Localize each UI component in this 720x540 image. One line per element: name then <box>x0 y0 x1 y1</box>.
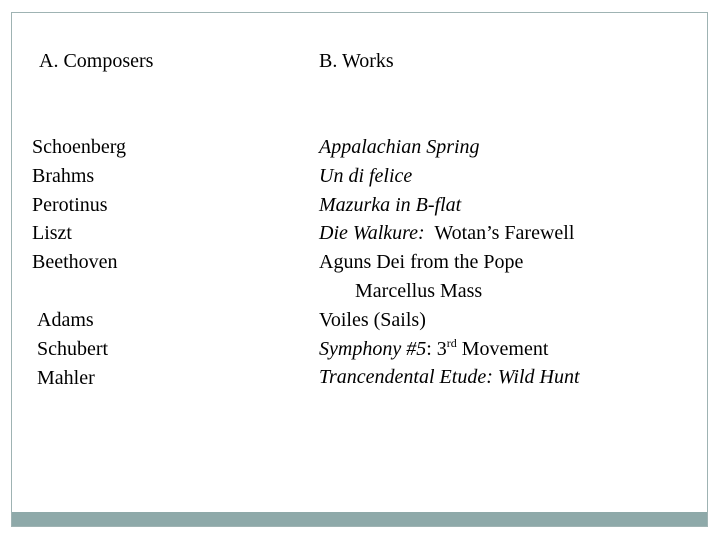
composer-item: Liszt <box>32 222 72 245</box>
work-item: Mazurka in B-flat <box>319 193 462 216</box>
work-item: Un di felice <box>319 164 413 187</box>
composer-item: Brahms <box>32 164 95 187</box>
work-item: Voiles (Sails) <box>319 308 426 331</box>
work-item: Appalachian Spring <box>319 136 480 158</box>
works-list <box>319 133 580 392</box>
composer-item: Mahler <box>37 366 95 389</box>
composer-item: Perotinus <box>32 193 108 216</box>
composer-item: Beethoven <box>32 251 118 274</box>
composer-item: Schubert <box>37 337 109 360</box>
work-item-continuation: Marcellus Mass <box>355 279 483 302</box>
work-item: Die Walkure: Wotan’s Farewell <box>319 222 575 245</box>
composers-heading: A. Composers <box>39 50 154 72</box>
composers-list-2 <box>37 306 108 392</box>
work-item: Aguns Dei from the Pope <box>319 251 524 274</box>
slide <box>11 12 708 527</box>
composer-item: Adams <box>37 309 94 331</box>
works-heading: B. Works <box>319 50 394 72</box>
work-item: Symphony #5: 3rd Movement <box>319 335 549 360</box>
work-item: Trancendental Etude: Wild Hunt <box>319 366 580 389</box>
composers-list-1 <box>32 133 126 277</box>
bottom-bar <box>12 512 707 526</box>
composer-item: Schoenberg <box>32 136 127 158</box>
